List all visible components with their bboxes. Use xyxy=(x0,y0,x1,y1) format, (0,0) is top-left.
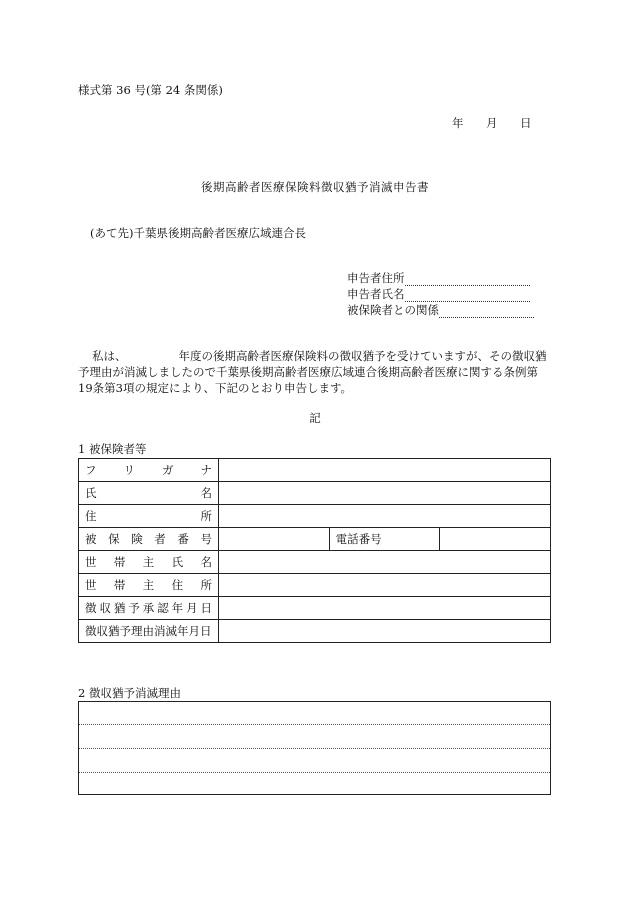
value-furigana[interactable] xyxy=(219,459,551,482)
label-char: 帯 xyxy=(113,555,126,569)
label-char: 氏 xyxy=(171,555,184,569)
label-char: 所 xyxy=(200,578,212,592)
label-name xyxy=(79,482,219,505)
dotted-divider xyxy=(79,772,550,773)
value-approval-date[interactable] xyxy=(219,597,551,620)
label-char: 認 xyxy=(157,601,169,615)
label-householder-name xyxy=(79,551,219,574)
label-char: 年 xyxy=(171,601,184,615)
addressee: (あて先)千葉県後期高齢者医療広域連合長 xyxy=(90,226,306,240)
label-char: 帯 xyxy=(113,578,126,592)
table-row xyxy=(79,528,551,551)
table-row xyxy=(79,459,551,482)
label-char: ガ xyxy=(162,463,174,477)
form-number: 様式第 36 号(第 24 条関係) xyxy=(78,83,223,97)
label-char: 名 xyxy=(200,486,212,500)
insured-info-table xyxy=(78,458,551,643)
label-furigana xyxy=(79,459,219,482)
declarant-name-row xyxy=(347,286,530,302)
label-char: 保 xyxy=(108,532,120,546)
declarant-relation-field[interactable] xyxy=(439,305,534,318)
label-char: 予 xyxy=(128,601,140,615)
label-char: 収 xyxy=(99,601,111,615)
table-row xyxy=(79,551,551,574)
declarant-relation-row xyxy=(347,302,534,318)
table-row xyxy=(79,620,551,643)
label-char: 月 xyxy=(186,601,198,615)
date-day-label: 日 xyxy=(520,116,532,130)
section2-heading: 2 徴収猶予消滅理由 xyxy=(78,686,181,700)
declaration-part2: 年度の後期高齢者医療保険料の徴収猶予を受けていますが、その徴収猶予理由が消滅しましたので千葉県後期高齢者医療広域連合後期高齢者医療に関する条例第19条第3項の規定により、下記のとおり申告します。 xyxy=(78,349,547,395)
label-char: 日 xyxy=(200,601,212,615)
label-char: 承 xyxy=(142,601,155,615)
value-householder-name[interactable] xyxy=(219,551,551,574)
label-insured-number xyxy=(79,528,219,551)
value-extinction-date[interactable] xyxy=(219,620,551,643)
declarant-address-row xyxy=(347,270,530,286)
date-month-label: 月 xyxy=(486,116,498,130)
label-char: 住 xyxy=(85,509,97,523)
value-insured-number[interactable] xyxy=(219,528,330,551)
dotted-divider xyxy=(79,748,550,749)
label-char: ナ xyxy=(200,463,212,477)
declarant-name-field[interactable] xyxy=(405,289,530,302)
ki-mark: 記 xyxy=(309,411,321,425)
declaration-part1: 私は、 xyxy=(92,349,127,363)
label-char: 世 xyxy=(85,555,97,569)
table-row xyxy=(79,574,551,597)
label-char: 被 xyxy=(85,532,97,546)
label-char: フ xyxy=(85,463,97,477)
value-address[interactable] xyxy=(219,505,551,528)
label-char: 徴 xyxy=(85,601,97,615)
label-householder-address xyxy=(79,574,219,597)
label-char: 猶 xyxy=(113,601,126,615)
label-char: 号 xyxy=(200,532,212,546)
document-title: 後期高齢者医療保険料徴収猶予消滅申告書 xyxy=(201,180,429,194)
declaration-paragraph xyxy=(78,348,548,396)
label-char: 氏 xyxy=(85,486,97,500)
label-char: 名 xyxy=(200,555,212,569)
label-char: 徴収猶予理由消滅年月日 xyxy=(85,624,212,638)
dotted-divider xyxy=(79,724,550,725)
label-char: 険 xyxy=(131,532,143,546)
label-char: 所 xyxy=(200,509,212,523)
label-extinction-date xyxy=(79,620,219,643)
label-char: 者 xyxy=(154,532,166,546)
label-char: 主 xyxy=(142,578,155,592)
label-approval-date xyxy=(79,597,219,620)
label-phone: 電話番号 xyxy=(329,528,440,551)
table-row xyxy=(79,482,551,505)
date-year-label: 年 xyxy=(452,116,464,130)
label-char: リ xyxy=(123,463,135,477)
label-address xyxy=(79,505,219,528)
label-char: 世 xyxy=(85,578,97,592)
declarant-address-label: 申告者住所 xyxy=(347,271,405,285)
label-char: 主 xyxy=(142,555,155,569)
declarant-address-field[interactable] xyxy=(405,273,530,286)
value-name[interactable] xyxy=(219,482,551,505)
value-phone[interactable] xyxy=(440,528,551,551)
section1-heading: 1 被保険者等 xyxy=(78,442,147,456)
declaration-text xyxy=(78,348,548,396)
value-householder-address[interactable] xyxy=(219,574,551,597)
declarant-name-label: 申告者氏名 xyxy=(347,287,405,301)
declarant-relation-label: 被保険者との関係 xyxy=(347,303,439,317)
table-row xyxy=(79,597,551,620)
label-char: 住 xyxy=(171,578,184,592)
table-row xyxy=(79,505,551,528)
label-char: 番 xyxy=(177,532,189,546)
extinction-reason-box[interactable] xyxy=(78,701,551,795)
